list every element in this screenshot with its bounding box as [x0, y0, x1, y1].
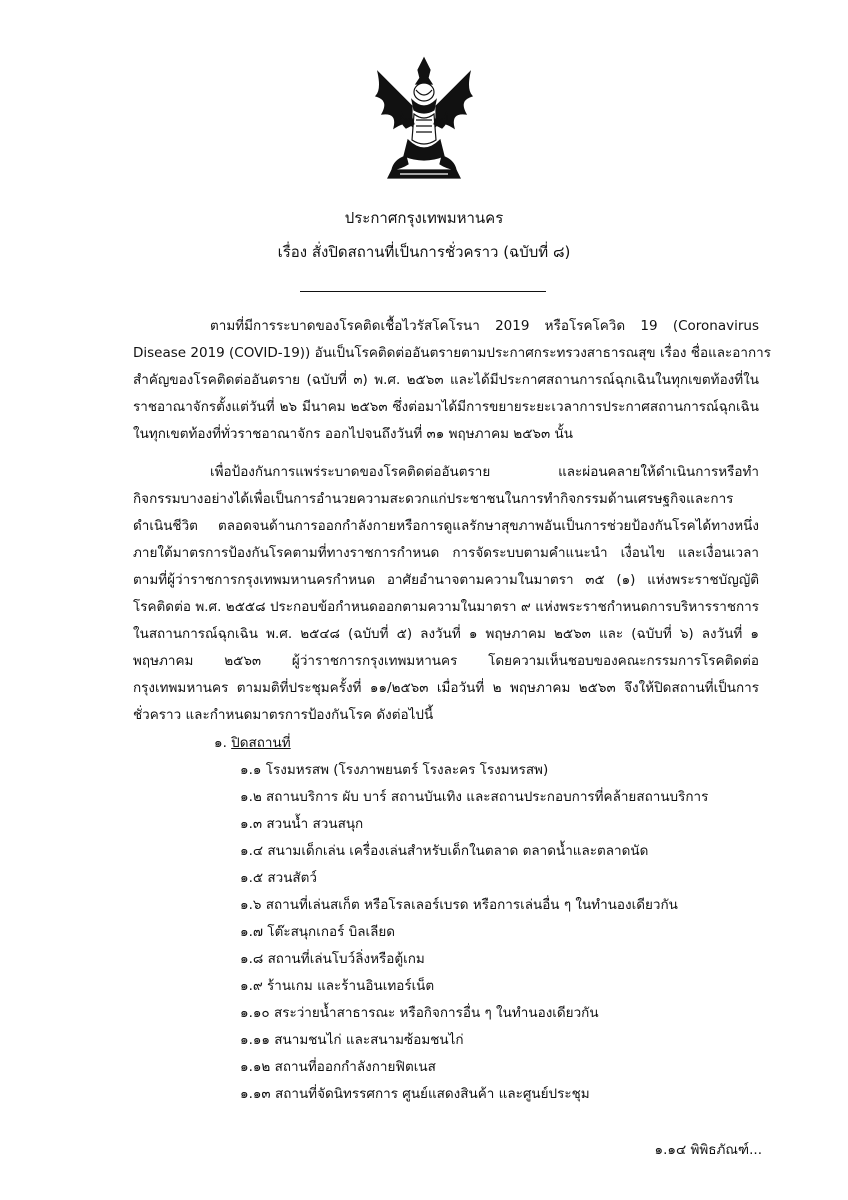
- paragraph-2-line: กรุงเทพมหานคร ตามมติที่ประชุมครั้งที่ ๑๑/๒๕๖๓ เมื่อวันที่ ๒ พฤษภาคม ๒๕๖๓ จึงให้ปิดสถานที่เป็นการ: [133, 680, 759, 696]
- title-divider: [300, 291, 546, 292]
- list-item: ๑.๔ สนามเด็กเล่น เครื่องเล่นสำหรับเด็กในตลาด ตลาดน้ำและตลาดนัด: [240, 843, 649, 859]
- paragraph-2-line: พฤษภาคม ๒๕๖๓ ผู้ว่าราชการกรุงเทพมหานคร โดยความเห็นชอบของคณะกรรมการโรคติดต่อ: [133, 653, 759, 669]
- paragraph-2-line: ชั่วคราว และกำหนดมาตรการป้องกันโรค ดังต่อไปนี้: [133, 707, 434, 723]
- section-1-number: ๑.: [214, 735, 227, 751]
- list-item: ๑.๑๐ สระว่ายน้ำสาธารณะ หรือกิจการอื่น ๆ ในทำนองเดียวกัน: [240, 1005, 599, 1021]
- paragraph-2-line: ดำเนินชีวิต ตลอดจนด้านการออกกำลังกายหรือการดูแลรักษาสุขภาพอันเป็นการช่วยป้องกันโรคได้ทางหนึ่ง: [133, 518, 759, 534]
- list-item: ๑.๗ โต๊ะสนุกเกอร์ บิลเลียด: [240, 924, 396, 940]
- paragraph-1-line: ตามที่มีการระบาดของโรคติดเชื้อไวรัสโคโรนา 2019 หรือโรคโควิด 19 (Coronavirus: [210, 318, 759, 334]
- list-item: ๑.๒ สถานบริการ ผับ บาร์ สถานบันเทิง และสถานประกอบการที่คล้ายสถานบริการ: [240, 789, 709, 805]
- paragraph-2-line: ตามที่ผู้ว่าราชการกรุงเทพมหานครกำหนด อาศัยอำนาจตามความในมาตรา ๓๕ (๑) แห่งพระราชบัญญัติ: [133, 572, 759, 588]
- list-item: ๑.๕ สวนสัตว์: [240, 870, 318, 886]
- paragraph-2-line: เพื่อป้องกันการแพร่ระบาดของโรคติดต่ออันตราย และผ่อนคลายให้ดำเนินการหรือทำ: [210, 464, 759, 480]
- list-item: ๑.๑ โรงมหรสพ (โรงภาพยนตร์ โรงละคร โรงมหรสพ): [240, 762, 549, 778]
- paragraph-2-line: ในสถานการณ์ฉุกเฉิน พ.ศ. ๒๕๔๘ (ฉบับที่ ๕) ลงวันที่ ๑ พฤษภาคม ๒๕๖๓ และ (ฉบับที่ ๖) ลงวันที่ ๑: [133, 626, 759, 642]
- paragraph-1-line: ราชอาณาจักรตั้งแต่วันที่ ๒๖ มีนาคม ๒๕๖๓ ซึ่งต่อมาได้มีการขยายระยะเวลาการประกาศสถานการณ์ฉุกเฉิน: [133, 399, 759, 415]
- announcement-subject: เรื่อง สั่งปิดสถานที่เป็นการชั่วคราว (ฉบับที่ ๘): [277, 243, 571, 261]
- list-item: ๑.๖ สถานที่เล่นสเก็ต หรือโรลเลอร์เบรด หรือการเล่นอื่น ๆ ในทำนองเดียวกัน: [240, 897, 678, 913]
- paragraph-2-line: กิจกรรมบางอย่างได้เพื่อเป็นการอำนวยความสะดวกแก่ประชาชนในการทำกิจกรรมด้านเศรษฐกิจและการ: [133, 491, 734, 507]
- page-continuation: ๑.๑๔ พิพิธภัณฑ์...: [654, 1142, 762, 1158]
- list-item: ๑.๘ สถานที่เล่นโบว์ลิ่งหรือตู้เกม: [240, 951, 425, 967]
- paragraph-1-line: สำคัญของโรคติดต่ออันตราย (ฉบับที่ ๓) พ.ศ. ๒๕๖๓ และได้มีประกาศสถานการณ์ฉุกเฉินในทุกเขตท้องที่ใน: [133, 372, 759, 388]
- section-1-heading: [214, 733, 291, 753]
- list-item: ๑.๑๑ สนามชนไก่ และสนามซ้อมชนไก่: [240, 1032, 464, 1048]
- announcement-title: ประกาศกรุงเทพมหานคร: [344, 209, 504, 227]
- paragraph-2-line: โรคติดต่อ พ.ศ. ๒๕๕๘ ประกอบข้อกำหนดออกตามความในมาตรา ๙ แห่งพระราชกำหนดการบริหารราชการ: [133, 599, 759, 615]
- section-1-title: ปิดสถานที่: [231, 735, 291, 751]
- list-item: ๑.๑๓ สถานที่จัดนิทรรศการ ศูนย์แสดงสินค้า และศูนย์ประชุม: [240, 1086, 590, 1102]
- list-item: ๑.๑๒ สถานที่ออกกำลังกายฟิตเนส: [240, 1059, 436, 1075]
- paragraph-1-line: ในทุกเขตท้องที่ทั่วราชอาณาจักร ออกไปจนถึงวันที่ ๓๑ พฤษภาคม ๒๕๖๓ นั้น: [133, 426, 573, 442]
- list-item: ๑.๙ ร้านเกม และร้านอินเทอร์เน็ต: [240, 978, 435, 994]
- garuda-emblem-icon: [372, 56, 476, 180]
- paragraph-1-line: Disease 2019 (COVID-19)) อันเป็นโรคติดต่ออันตรายตามประกาศกระทรวงสาธารณสุข เรื่อง ชื่อและอาการ: [133, 345, 772, 361]
- list-item: ๑.๓ สวนน้ำ สวนสนุก: [240, 816, 364, 832]
- paragraph-2-line: ภายใต้มาตรการป้องกันโรคตามที่ทางราชการกำหนด การจัดระบบตามคำแนะนำ เงื่อนไข และเงื่อนเวลา: [133, 545, 759, 561]
